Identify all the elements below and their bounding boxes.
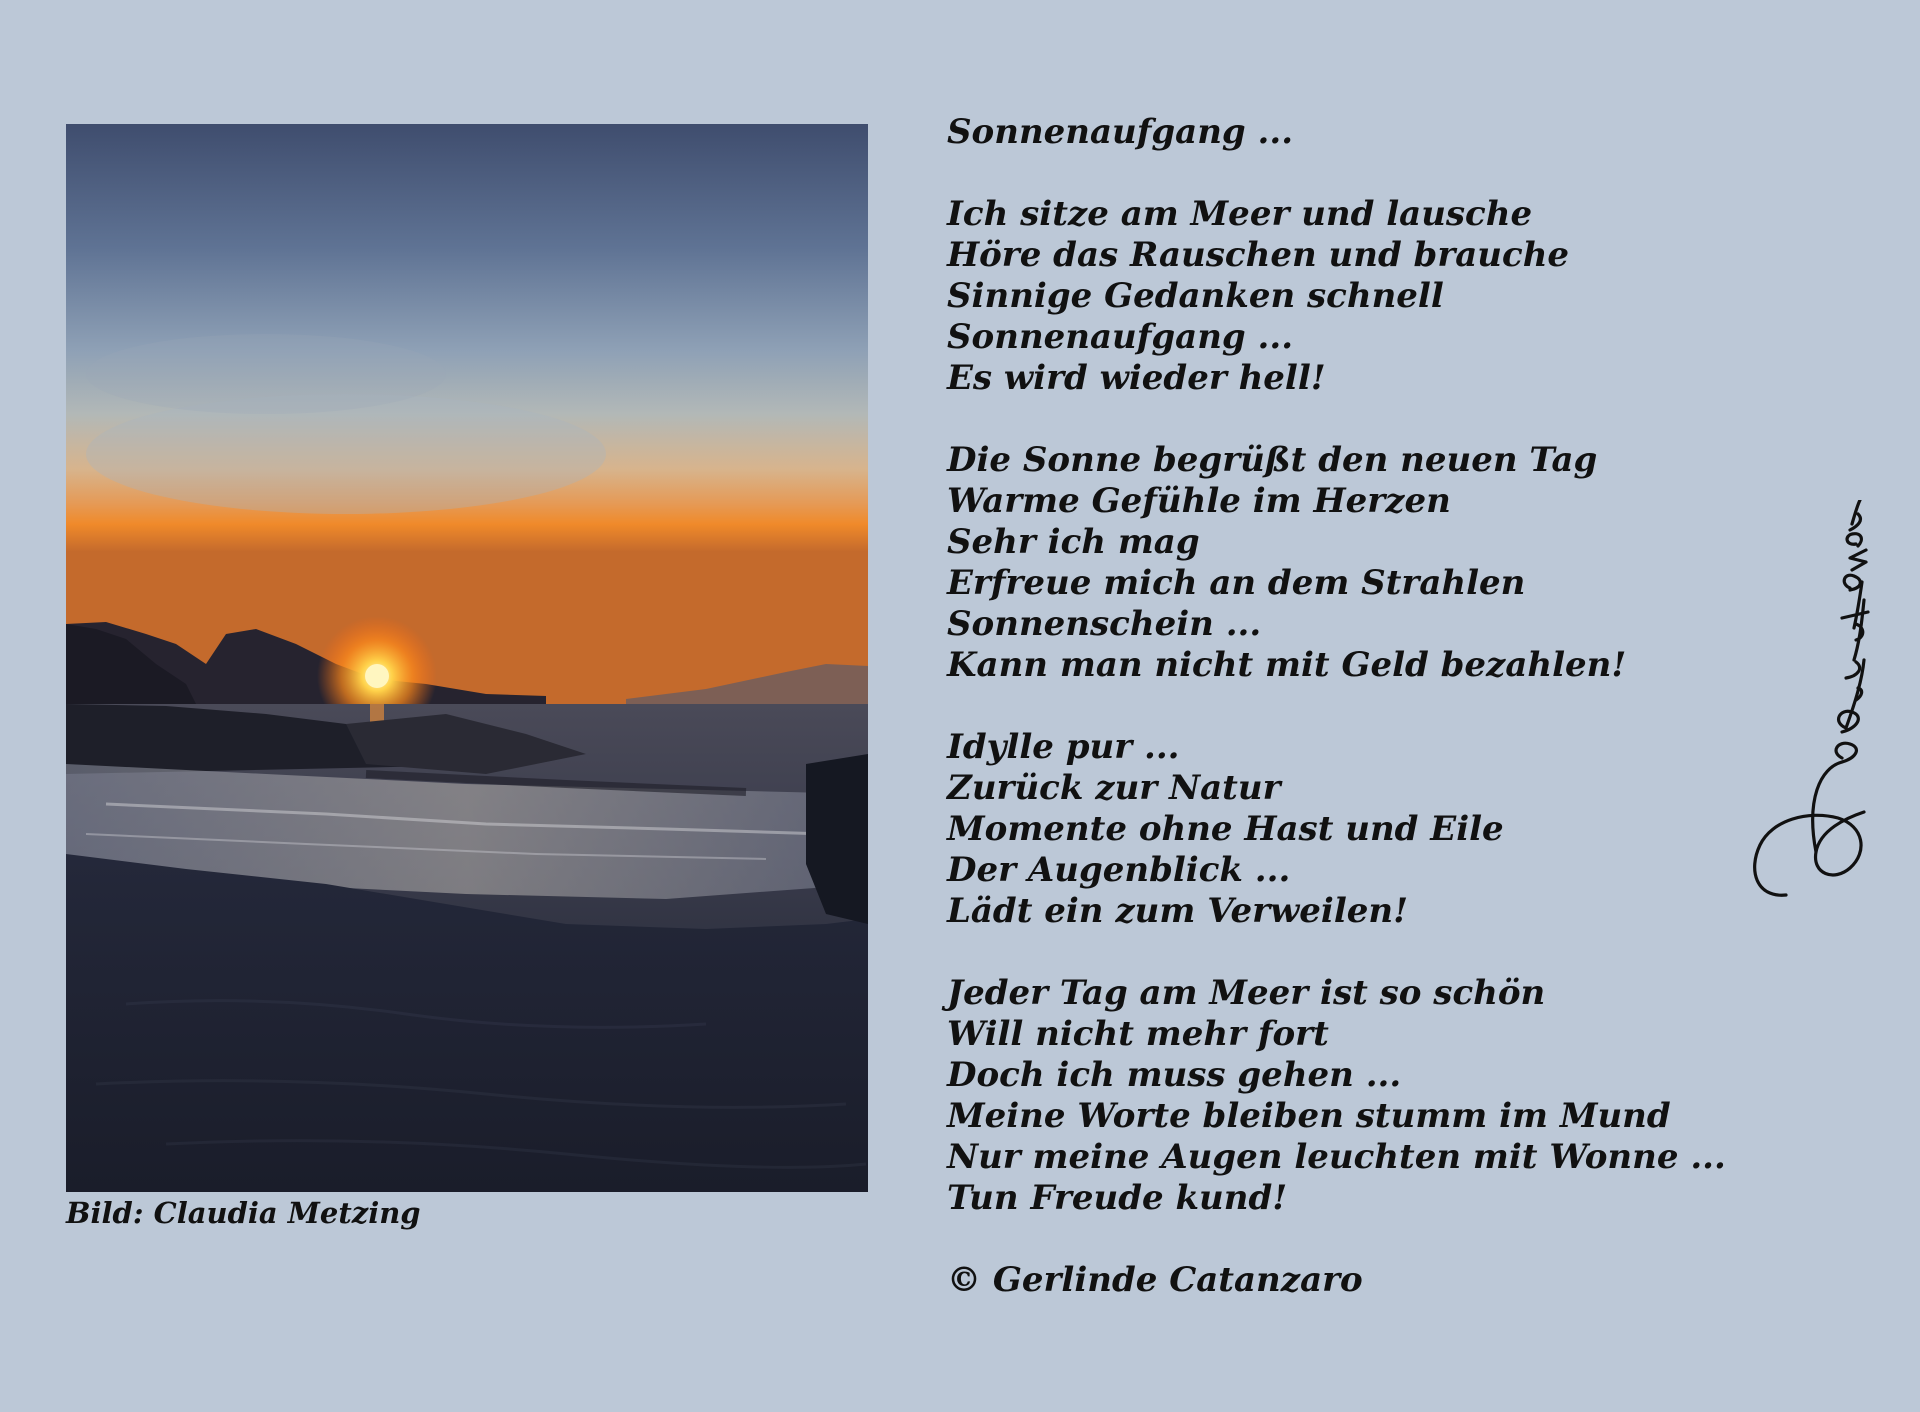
poem-line: Zurück zur Natur bbox=[947, 768, 1281, 808]
poem-line: Lädt ein zum Verweilen! bbox=[947, 891, 1409, 931]
poem-line: Nur meine Augen leuchten mit Wonne ... bbox=[947, 1137, 1726, 1177]
poem-line: Sonnenaufgang ... bbox=[947, 317, 1294, 357]
poem-line: Meine Worte bleiben stumm im Mund bbox=[947, 1096, 1671, 1136]
stanza bbox=[947, 194, 1747, 399]
stanza bbox=[947, 440, 1747, 686]
poem-line: Es wird wieder hell! bbox=[947, 358, 1326, 398]
poem-line: Der Augenblick ... bbox=[947, 850, 1291, 890]
poem-line: Idylle pur ... bbox=[947, 727, 1180, 767]
poem-line: Die Sonne begrüßt den neuen Tag bbox=[947, 440, 1598, 480]
poem-line: Ich sitze am Meer und lausche bbox=[947, 194, 1533, 234]
copyright-line: © Gerlinde Catanzaro bbox=[947, 1260, 1363, 1300]
poem-line: Momente ohne Hast und Eile bbox=[947, 809, 1504, 849]
poem-line: Warme Gefühle im Herzen bbox=[947, 481, 1451, 521]
photo-caption: Bild: Claudia Metzing bbox=[66, 1196, 421, 1230]
poem-line: Sehr ich mag bbox=[947, 522, 1200, 562]
poem-line: Erfreue mich an dem Strahlen bbox=[947, 563, 1526, 603]
poem-line: Höre das Rauschen und brauche bbox=[947, 235, 1570, 275]
poem-line: Will nicht mehr fort bbox=[947, 1014, 1329, 1054]
poem-line: Sonnenschein ... bbox=[947, 604, 1262, 644]
poem-title: Sonnenaufgang ... bbox=[947, 112, 1294, 152]
sunrise-beach-photo bbox=[66, 124, 868, 1192]
poem-line: Tun Freude kund! bbox=[947, 1178, 1288, 1218]
poem-line: Jeder Tag am Meer ist so schön bbox=[947, 973, 1546, 1013]
poem-line: Kann man nicht mit Geld bezahlen! bbox=[947, 645, 1627, 685]
poem-line: Sinnige Gedanken schnell bbox=[947, 276, 1444, 316]
signature-logo bbox=[1746, 500, 1876, 905]
poem bbox=[947, 112, 1747, 1301]
stanza bbox=[947, 973, 1747, 1219]
poem-line: Doch ich muss gehen ... bbox=[947, 1055, 1402, 1095]
stanza bbox=[947, 727, 1747, 932]
